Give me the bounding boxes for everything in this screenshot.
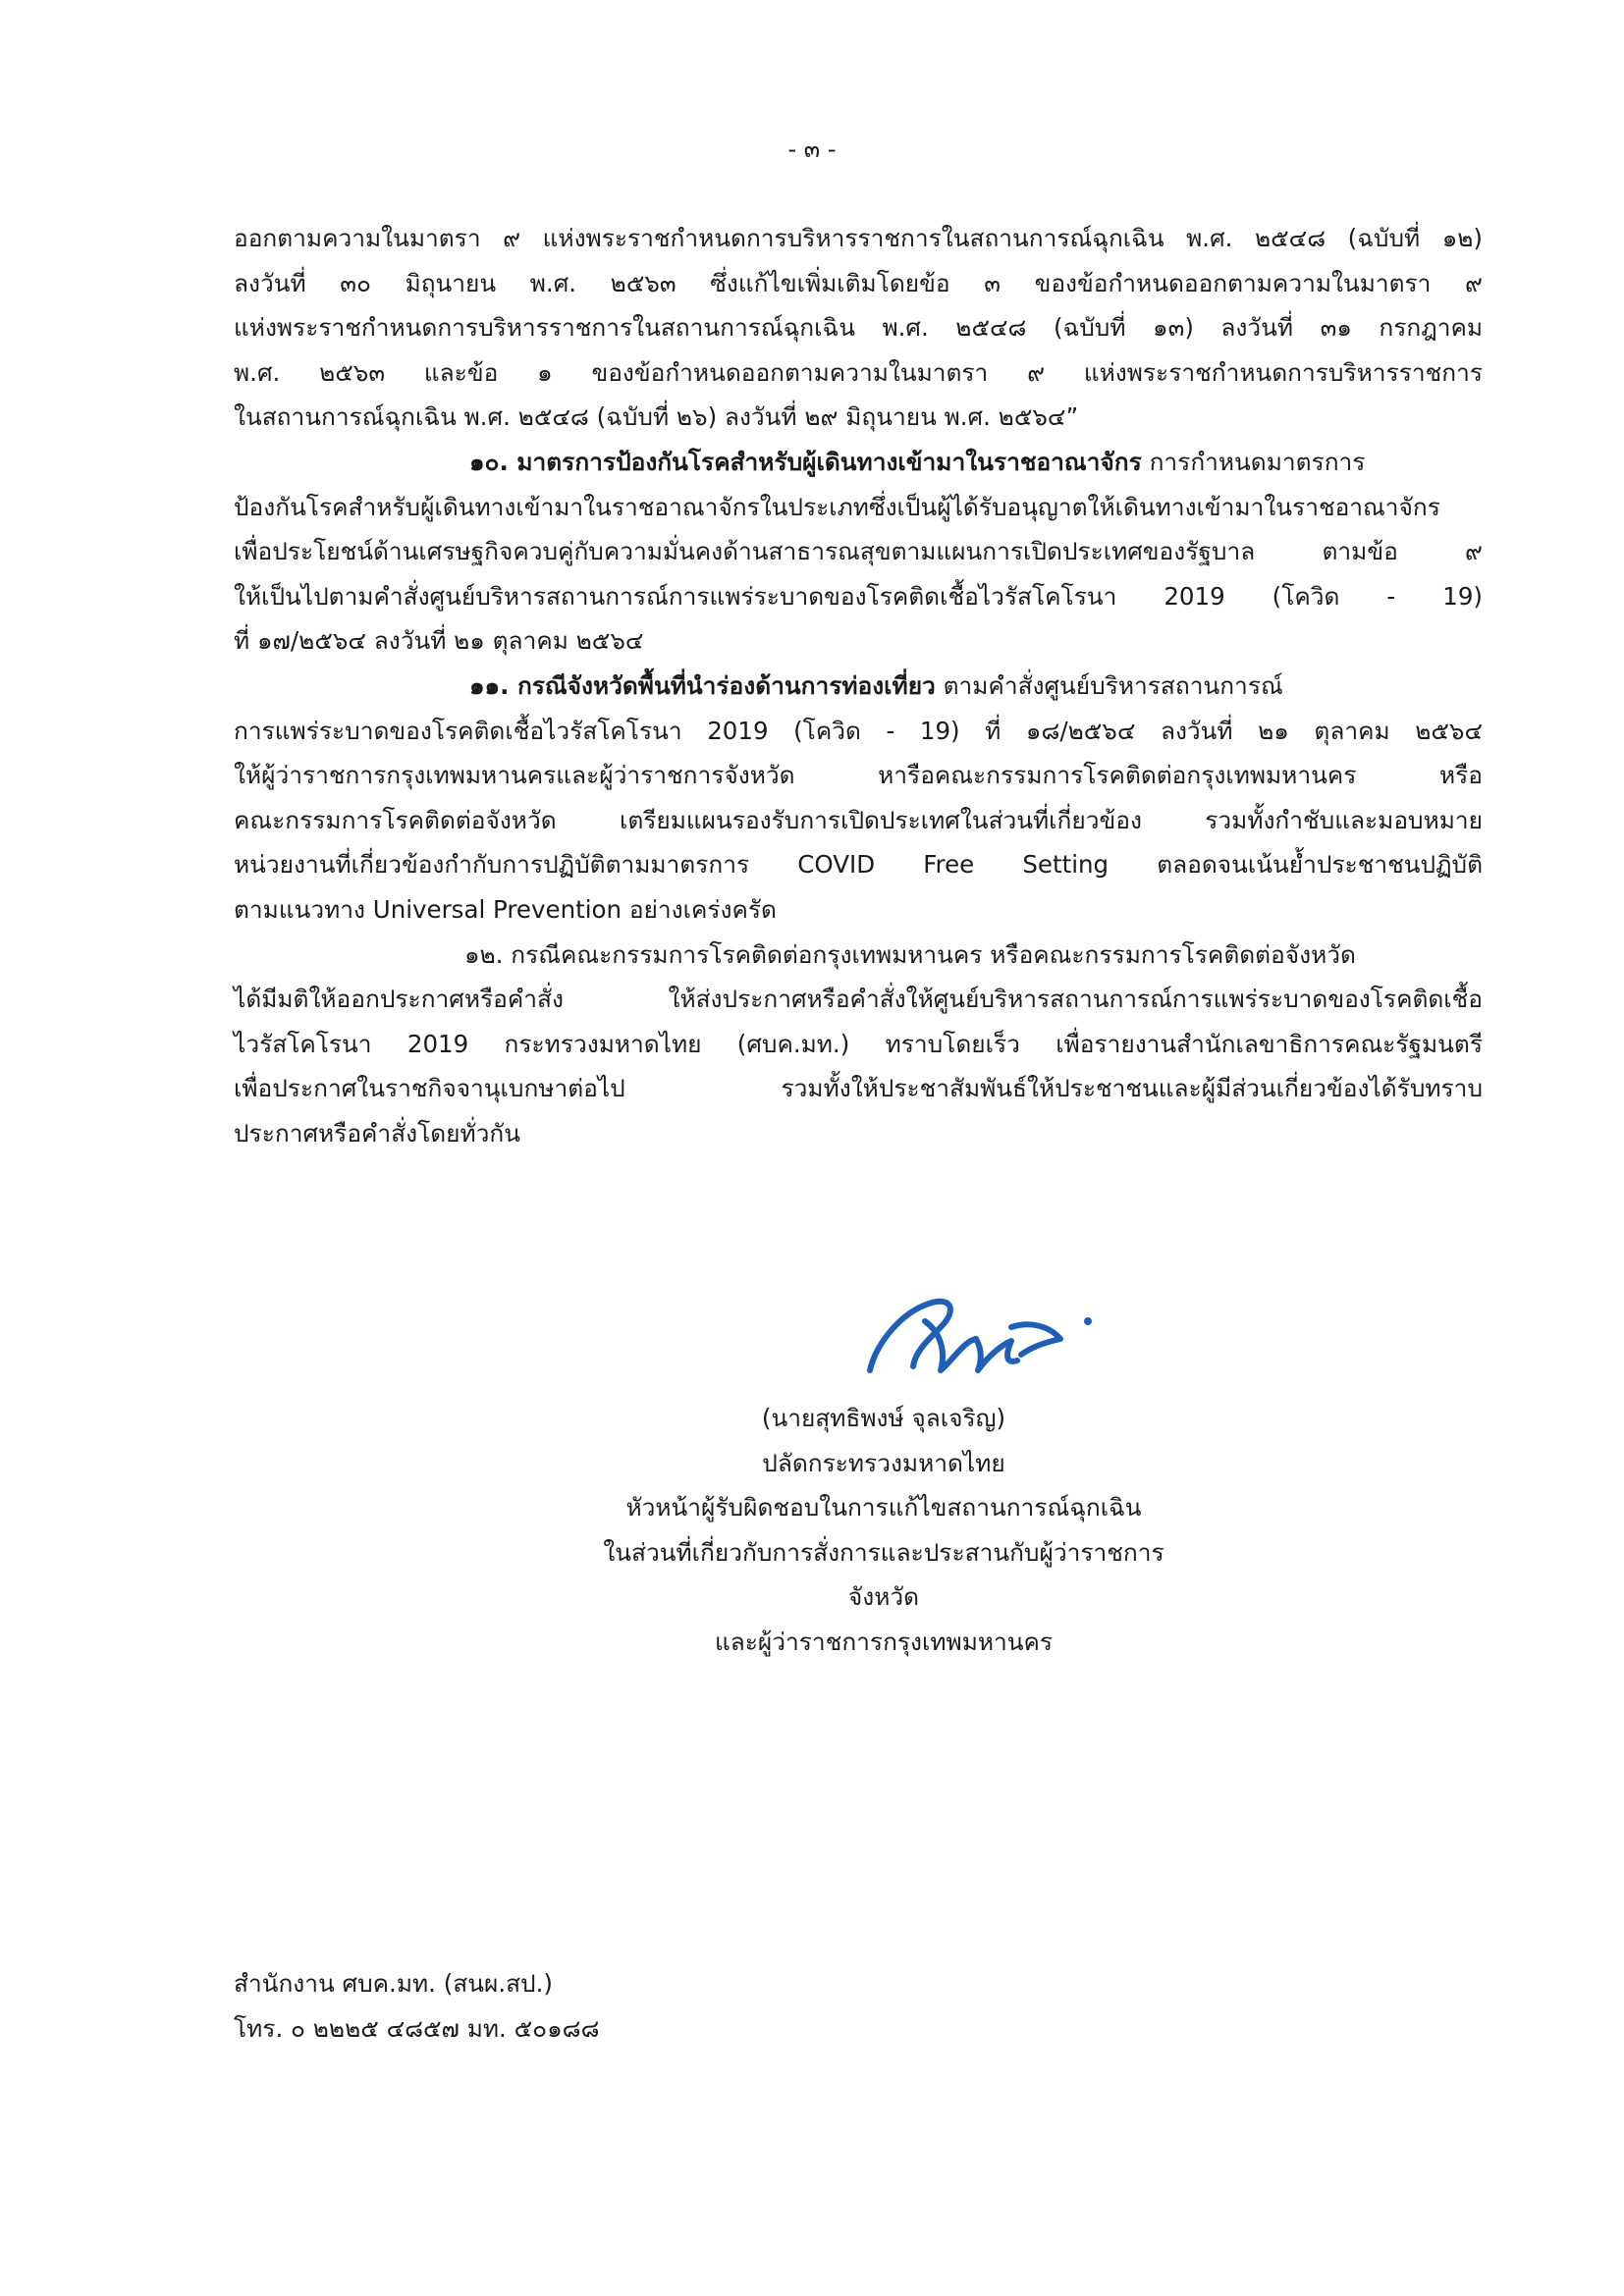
signer-title: และผู้ว่าราชการกรุงเทพมหานคร — [714, 1627, 1054, 1656]
paragraph-line: ออกตามความในมาตรา ๙ แห่งพระราชกำหนดการบริหารราชการในสถานการณ์ฉุกเฉิน พ.ศ. ๒๕๔๘ (ฉบับที่ ๑๒) — [234, 224, 1483, 252]
handwritten-signature — [856, 1276, 1111, 1394]
signer-name: (นายสุทธิพงษ์ จุลเจริญ) — [761, 1404, 1006, 1432]
footer-contact — [234, 1961, 600, 2052]
paragraph-line: ในสถานการณ์ฉุกเฉิน พ.ศ. ๒๕๔๘ (ฉบับที่ ๒๖) ลงวันที่ ๒๙ มิถุนายน พ.ศ. ๒๕๖๔” — [234, 402, 1079, 432]
paragraph-line: เพื่อประโยชน์ด้านเศรษฐกิจควบคู่กับความมั่นคงด้านสาธารณสุขตามแผนการเปิดประเทศของรัฐบาล ตามข้อ ๙ — [234, 537, 1483, 566]
paragraph-line: ได้มีมติให้ออกประกาศหรือคำสั่ง ให้ส่งประกาศหรือคำสั่งให้ศูนย์บริหารสถานการณ์การแพร่ระบาดของโรคติดเชื้อ — [234, 985, 1483, 1014]
paragraph-line: ตามแนวทาง Universal Prevention อย่างเคร่งครัด — [234, 894, 777, 924]
paragraph-line: การแพร่ระบาดของโรคติดเชื้อไวรัสโคโรนา 2019 (โควิด - 19) ที่ ๑๘/๒๕๖๔ ลงวันที่ ๒๑ ตุลาคม ๒๕๖๔ — [234, 716, 1483, 745]
footer-office: สำนักงาน ศบค.มท. (สนผ.สป.) — [234, 1969, 553, 1998]
item-10-heading: ๑๐. มาตรการป้องกันโรคสำหรับผู้เดินทางเข้ามาในราชอาณาจักร — [469, 447, 1142, 476]
paragraph-line: ที่ ๑๗/๒๕๖๔ ลงวันที่ ๒๑ ตุลาคม ๒๕๖๔ — [234, 626, 644, 656]
signer-title: หัวหน้าผู้รับผิดชอบในการแก้ไขสถานการณ์ฉุกเฉิน — [625, 1493, 1142, 1522]
signer-block — [569, 1396, 1198, 1665]
paragraph-line: ป้องกันโรคสำหรับผู้เดินทางเข้ามาในราชอาณาจักรในประเภทซึ่งเป็นผู้ได้รับอนุญาตให้เดินทางเข้ามาในราชอาณาจักร — [234, 492, 1440, 521]
paragraph-line: ให้เป็นไปตามคำสั่งศูนย์บริหารสถานการณ์การแพร่ระบาดของโรคติดเชื้อไวรัสโคโรนา 2019 (โควิด - 19) — [234, 581, 1483, 611]
paragraph-line: หน่วยงานที่เกี่ยวข้องกำกับการปฏิบัติตามมาตรการ COVID Free Setting ตลอดจนเน้นย้ำประชาชนปฏิบัติ — [234, 850, 1483, 880]
paragraph-line: แห่งพระราชกำหนดการบริหารราชการในสถานการณ์ฉุกเฉิน พ.ศ. ๒๕๔๘ (ฉบับที่ ๑๓) ลงวันที่ ๓๑ กรกฎาคม — [234, 313, 1483, 343]
paragraph-line: พ.ศ. ๒๕๖๓ และข้อ ๑ ของข้อกำหนดออกตามความในมาตรา ๙ แห่งพระราชกำหนดการบริหารราชการ — [234, 357, 1483, 387]
item-11-first-rest: ตามคำสั่งศูนย์บริหารสถานการณ์ — [935, 670, 1283, 700]
paragraph-line: ลงวันที่ ๓๐ มิถุนายน พ.ศ. ๒๕๖๓ ซึ่งแก้ไขเพิ่มเติมโดยข้อ ๓ ของข้อกำหนดออกตามความในมาตรา ๙ — [234, 268, 1483, 297]
item-12-first-line: ๑๒. กรณีคณะกรรมการโรคติดต่อกรุงเทพมหานคร หรือคณะกรรมการโรคติดต่อจังหวัด — [464, 939, 1356, 969]
paragraph-line: ให้ผู้ว่าราชการกรุงเทพมหานครและผู้ว่าราชการจังหวัด หารือคณะกรรมการโรคติดต่อกรุงเทพมหานคร หรือ — [234, 761, 1483, 790]
paragraph-line: ประกาศหรือคำสั่งโดยทั่วกัน — [234, 1118, 521, 1148]
item-10-first-rest: การกำหนดมาตรการ — [1141, 447, 1366, 476]
footer-phone: โทร. ๐ ๒๒๒๕ ๔๘๕๗ มท. ๕๐๑๘๘ — [234, 2014, 600, 2043]
item-10-first-line — [234, 440, 1483, 485]
signer-title: ในส่วนที่เกี่ยวกับการสั่งการและประสานกับผู้ว่าราชการจังหวัด — [603, 1537, 1164, 1612]
item-11-heading: ๑๑. กรณีจังหวัดพื้นที่นำร่องด้านการท่องเที่ยว — [469, 670, 936, 700]
paragraph-line: เพื่อประกาศในราชกิจจานุเบกษาต่อไป รวมทั้งให้ประชาสัมพันธ์ให้ประชาชนและผู้มีส่วนเกี่ยวข้องได้รับทราบ — [234, 1074, 1483, 1103]
paragraph-line: คณะกรรมการโรคติดต่อจังหวัด เตรียมแผนรองรับการเปิดประเทศในส่วนที่เกี่ยวข้อง รวมทั้งกำชับและมอบหมาย — [234, 805, 1483, 834]
paragraph-line: ไวรัสโคโรนา 2019 กระทรวงมหาดไทย (ศบค.มท.) ทราบโดยเร็ว เพื่อรายงานสำนักเลขาธิการคณะรัฐมนตรี — [234, 1029, 1483, 1058]
document-body — [234, 216, 1483, 1155]
page-number: - ๓ - — [787, 135, 837, 163]
signer-title: ปลัดกระทรวงมหาดไทย — [762, 1448, 1005, 1477]
item-11-first-line — [234, 664, 1483, 709]
